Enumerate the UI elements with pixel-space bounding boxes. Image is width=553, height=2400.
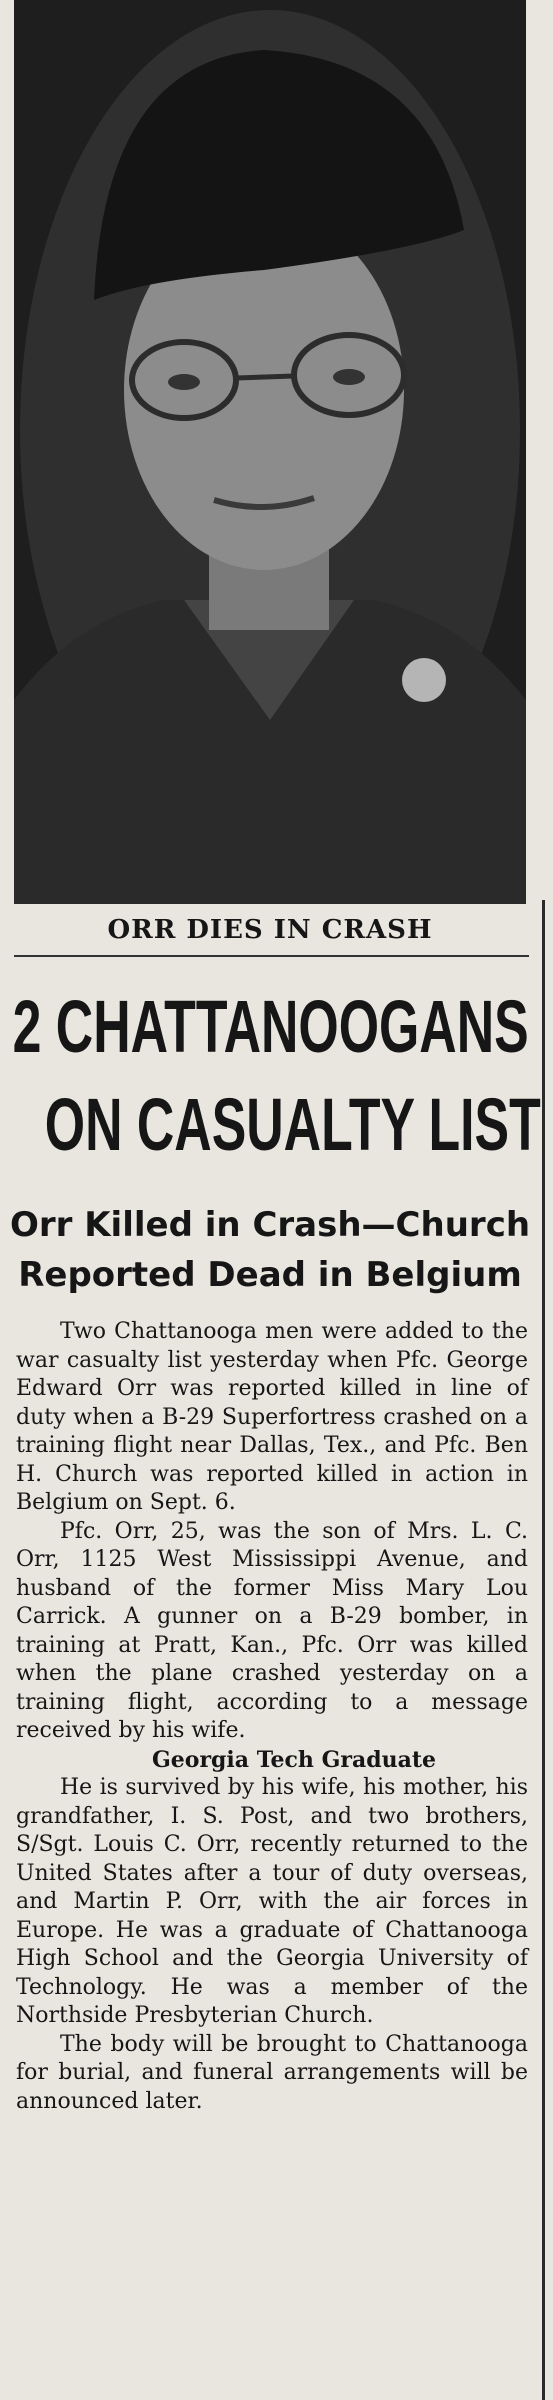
headline-line-1: 2 CHATTANOOGANS bbox=[12, 985, 529, 1068]
column-rule bbox=[542, 900, 545, 2400]
caption-divider bbox=[14, 955, 529, 957]
article-paragraph: Pfc. Orr, 25, was the son of Mrs. L. C. Orr, 1125 West Mississippi Avenue, and husband of the former Miss Mary Lou Carrick. A gunner on a B-29 bomber, in training at Pratt, Kan., Pfc. Orr was killed when the plane crashed yesterday on a training flight, according to a message received by his wife. bbox=[16, 1518, 528, 1743]
soldier-portrait-illustration bbox=[14, 0, 526, 904]
article-paragraph: The body will be brought to Chattanooga for burial, and funeral arrangements will be announced later. bbox=[16, 2031, 528, 2114]
photo-caption: ORR DIES IN CRASH bbox=[107, 915, 433, 945]
portrait-photo bbox=[14, 0, 526, 904]
section-heading: Georgia Tech Graduate bbox=[151, 1746, 437, 1773]
article-body bbox=[16, 1318, 528, 2116]
subheadline: Orr Killed in Crash—Church Reported Dead in Belgium bbox=[9, 1205, 531, 1295]
headline-line-2: ON CASUALTY LIST bbox=[44, 1083, 541, 1166]
article-paragraph: He is survived by his wife, his mother, his grandfather, I. S. Post, and two brothers, S/Sgt. Louis C. Orr, recently returned to the United States after a tour of duty overseas, and Martin P. Orr, with the air forces in Europe. He was a graduate of Chattanooga High School and the Georgia University of Technology. He was a member of the Northside Presbyterian Church. bbox=[16, 1775, 528, 2028]
article-paragraph: Two Chattanooga men were added to the war casualty list yesterday when Pfc. George Edward Orr was reported killed in line of duty when a B-29 Superfortress crashed on a training flight near Dallas, Tex., and Pfc. Ben H. Church was reported killed in action in Belgium on Sept. 6. bbox=[16, 1319, 528, 1515]
